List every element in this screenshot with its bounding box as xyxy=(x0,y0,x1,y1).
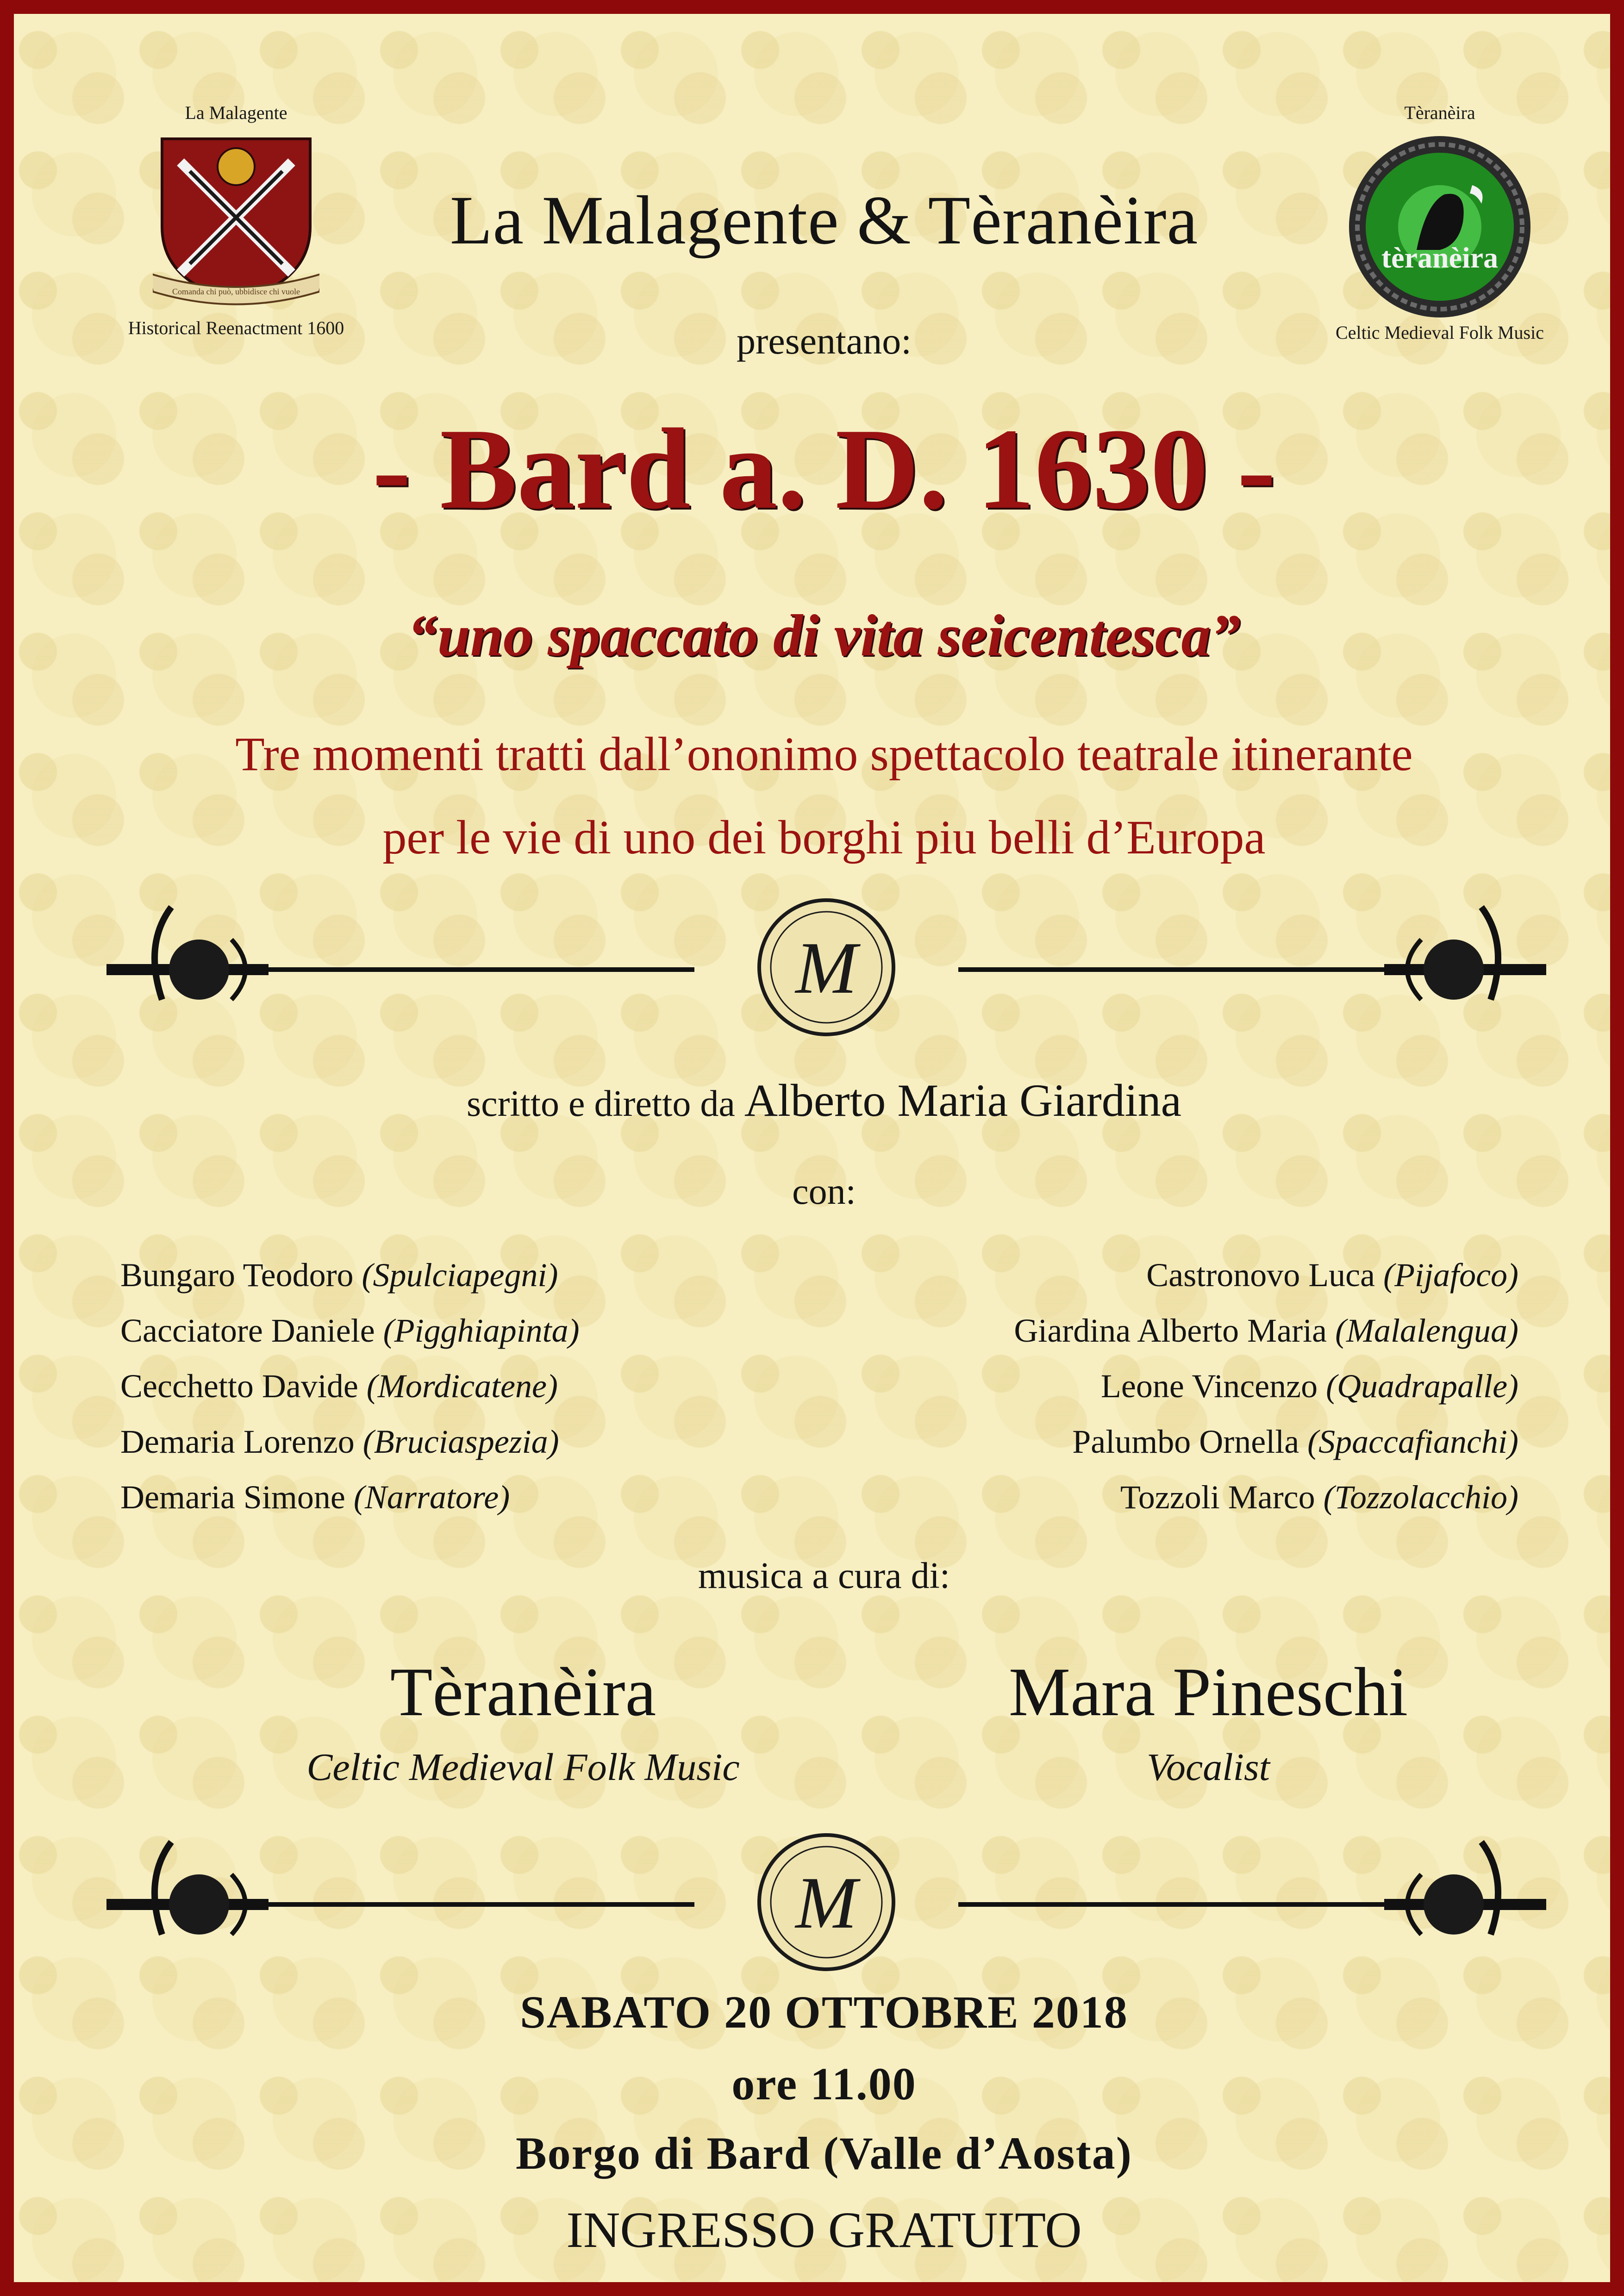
right-logo-word: tèranèira xyxy=(1381,241,1499,274)
left-logo-bottom-label: Historical Reenactment 1600 xyxy=(128,317,344,338)
event-place: Borgo di Bard (Valle d’Aosta) xyxy=(515,2128,1133,2179)
list-item: Bungaro Teodoro (Spulciapegni) xyxy=(120,1257,558,1294)
list-item: Cacciatore Daniele (Pigghiapinta) xyxy=(120,1312,580,1349)
cast-list-right xyxy=(870,1247,1518,1525)
event-date: SABATO 20 OTTOBRE 2018 xyxy=(520,1986,1128,2038)
list-item: Cecchetto Davide (Mordicatene) xyxy=(120,1368,558,1405)
rapier-right-icon xyxy=(958,1842,1546,1935)
sword-divider-bottom xyxy=(93,1823,1560,1976)
artist1-subtitle: Celtic Medieval Folk Music xyxy=(306,1746,740,1789)
emblem-seal-icon xyxy=(759,1835,893,1969)
event-description-line1: Tre momenti tratti dall’ononimo spettacolo teatrale itinerante xyxy=(235,728,1413,781)
rapier-left-icon xyxy=(106,1842,694,1935)
teraneira-round-logo xyxy=(1347,134,1532,319)
artist2-subtitle: Vocalist xyxy=(1147,1746,1270,1789)
right-logo-top-label: Tèranèira xyxy=(1404,102,1475,123)
list-item: Leone Vincenzo (Quadrapalle) xyxy=(1100,1368,1518,1405)
rapier-right-icon xyxy=(958,907,1546,1000)
presentano-label: presentano: xyxy=(737,320,912,362)
list-item: Giardina Alberto Maria (Malalengua) xyxy=(1014,1312,1518,1349)
list-item: Demaria Simone (Narratore) xyxy=(120,1479,510,1516)
cast-list-left xyxy=(120,1247,768,1525)
sword-divider-top xyxy=(93,889,1560,1041)
event-description-line2: per le vie di uno dei borghi piu belli d’Europa xyxy=(382,811,1266,864)
emblem-letter: M xyxy=(795,1861,857,1944)
event-name: - Bard a. D. 1630 - xyxy=(372,405,1276,533)
rapier-left-icon xyxy=(106,907,694,1000)
written-prefix: scritto e diretto da xyxy=(467,1083,735,1124)
artist2-name: Mara Pineschi xyxy=(1008,1654,1408,1730)
artist1-name: Tèranèira xyxy=(390,1654,656,1730)
event-time: ore 11.00 xyxy=(731,2058,917,2109)
list-item: Castronovo Luca (Pijafoco) xyxy=(1146,1257,1518,1294)
emblem-letter: M xyxy=(795,927,857,1009)
left-logo-motto: Comanda chi può, ubbidisce chi vuole xyxy=(172,287,300,296)
list-item: Tozzoli Marco (Tozzolacchio) xyxy=(1120,1479,1518,1516)
with-label: con: xyxy=(792,1171,856,1212)
music-heading: musica a cura di: xyxy=(698,1556,950,1596)
emblem-seal-icon xyxy=(759,900,893,1034)
director-name: Alberto Maria Giardina xyxy=(744,1075,1181,1126)
right-logo-bottom-label: Celtic Medieval Folk Music xyxy=(1336,322,1544,343)
written-directed-line xyxy=(199,1074,1449,1127)
free-entry-label: INGRESSO GRATUITO xyxy=(566,2202,1082,2258)
list-item: Palumbo Ornella (Spaccafianchi) xyxy=(1072,1423,1518,1460)
left-logo-top-label: La Malagente xyxy=(185,102,287,123)
event-subtitle: “uno spaccato di vita seicentesca” xyxy=(407,603,1241,668)
list-item: Demaria Lorenzo (Bruciaspezia) xyxy=(120,1423,559,1460)
page-title: La Malagente & Tèranèira xyxy=(450,182,1199,259)
